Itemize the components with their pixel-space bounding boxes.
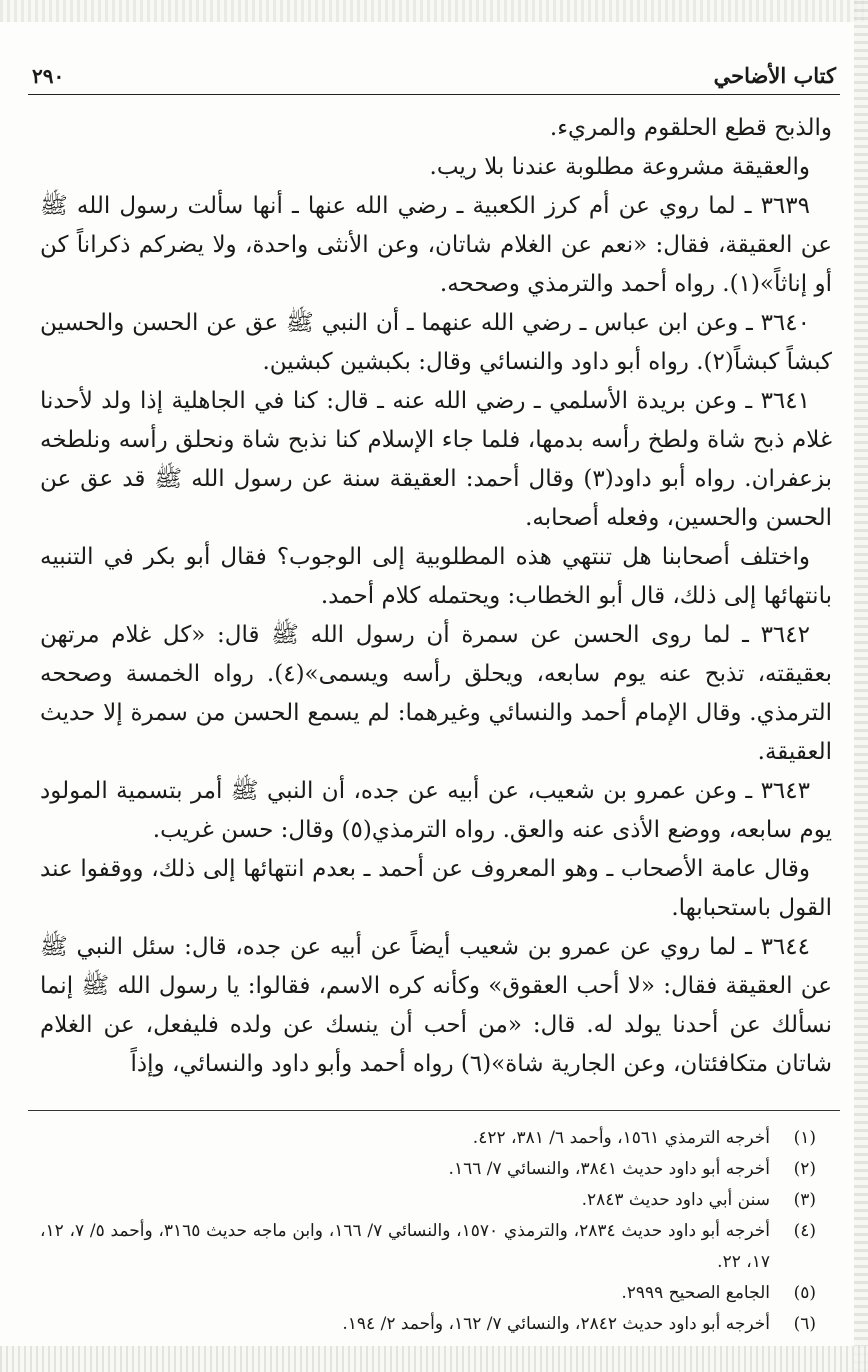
footnote [28, 1309, 840, 1340]
hadith-paragraph: ٣٦٤١ ـ وعن بريدة الأسلمي ـ رضي الله عنه ـ قال: كنا في الجاهلية إذا ولد لأحدنا غلام ذبح شاة ولطخ رأسه بدمها، فلما جاء الإسلام كنا نذبح شاة ونحلق رأسه ونلطخه بزعفران. رواه أبو داود(٣) وقال أحمد: العقيقة سنة عن رسول الله ﷺ قد عق عن الحسن والحسين، وفعله أصحابه. [40, 388, 832, 531]
footnote-text: الجامع الصحيح ٢٩٩٩. [621, 1283, 770, 1303]
footnote-number: (٢) [793, 1159, 816, 1179]
hadith-paragraph: ٣٦٤٠ ـ وعن ابن عباس ـ رضي الله عنهما ـ أن النبي ﷺ عق عن الحسن والحسين كبشاً كبشاً(٢). رواه أبو داود والنسائي وقال: بكبشين كبشين. [40, 310, 832, 375]
footnote [28, 1154, 840, 1185]
footnote-text: أخرجه أبو داود حديث ٣٨٤١، والنسائي ٧/ ١٦٦. [448, 1159, 770, 1179]
footnote-number: (١) [793, 1128, 816, 1148]
paragraph: والذبح قطع الحلقوم والمريء. [549, 115, 832, 141]
footnote-number: (٦) [793, 1314, 816, 1334]
footnote-text: أخرجه أبو داود حديث ٢٨٤٢، والنسائي ٧/ ١٦٢، وأحمد ٢/ ١٩٤. [342, 1314, 770, 1334]
footnotes-section [28, 1110, 840, 1340]
scan-edge-top [0, 0, 868, 22]
hadith-paragraph: ٣٦٣٩ ـ لما روي عن أم كرز الكعبية ـ رضي الله عنها ـ أنها سألت رسول الله ﷺ عن العقيقة، فقال: «نعم عن الغلام شاتان، وعن الأنثى واحدة، ولا يضركم ذكراناً كن أو إناثاً»(١). رواه أحمد والترمذي وصححه. [40, 193, 832, 297]
chapter-title: كتاب الأضاحي [713, 63, 836, 88]
hadith-paragraph: ٣٦٤٢ ـ لما روى الحسن عن سمرة أن رسول الله ﷺ قال: «كل غلام مرتهن بعقيقته، تذبح عنه يوم سابعه، ويحلق رأسه ويسمى»(٤). رواه الخمسة وصححه الترمذي. وقال الإمام أحمد والنسائي وغيرهما: لم يسمع الحسن من سمرة إلا حديث العقيقة. [40, 622, 832, 765]
footnote-text: أخرجه أبو داود حديث ٢٨٣٤، والترمذي ١٥٧٠، والنسائي ٧/ ١٦٦، وابن ماجه حديث ٣١٦٥، وأحمد ٥/ ٧، ١٢، ١٧، ٢٢. [40, 1221, 770, 1272]
scan-edge-bottom [0, 1346, 868, 1372]
book-page [28, 48, 840, 1338]
footnote-text: سنن أبي داود حديث ٢٨٤٣. [581, 1190, 770, 1210]
footnote-number: (٤) [793, 1221, 816, 1241]
page-number: ٢٩٠ [32, 64, 65, 88]
paragraph: وقال عامة الأصحاب ـ وهو المعروف عن أحمد ـ بعدم انتهائها إلى ذلك، ووقفوا عند القول باستحبابها. [40, 856, 832, 921]
footnote [28, 1278, 840, 1309]
hadith-paragraph: ٣٦٤٤ ـ لما روي عن عمرو بن شعيب أيضاً عن أبيه عن جده، قال: سئل النبي ﷺ عن العقيقة فقال: «لا أحب العقوق» وكأنه كره الاسم، فقالوا: يا رسول الله ﷺ إنما نسألك عن أحدنا يولد له. قال: «من أحب أن ينسك عن ولده فليفعل، عن الغلام شاتان متكافئتان، وعن الجارية شاة»(٦) رواه أحمد وأبو داود والنسائي، وإذاً [40, 934, 832, 1077]
paragraph: واختلف أصحابنا هل تنتهي هذه المطلوبية إلى الوجوب؟ فقال أبو بكر في التنبيه بانتهائها إلى ذلك، قال أبو الخطاب: ويحتمله كلام أحمد. [40, 544, 832, 609]
footnote-number: (٣) [793, 1190, 816, 1210]
footnote [28, 1123, 840, 1154]
footnote [28, 1185, 840, 1216]
scan-edge-right [854, 0, 868, 1372]
footnote [28, 1216, 840, 1278]
hadith-paragraph: ٣٦٤٣ ـ وعن عمرو بن شعيب، عن أبيه عن جده، أن النبي ﷺ أمر بتسمية المولود يوم سابعه، ووضع الأذى عنه والعق. رواه الترمذي(٥) وقال: حسن غريب. [40, 778, 832, 843]
paragraph: والعقيقة مشروعة مطلوبة عندنا بلا ريب. [429, 154, 810, 180]
footnote-text: أخرجه الترمذي ١٥٦١، وأحمد ٦/ ٣٨١، ٤٢٢. [472, 1128, 770, 1148]
running-header [28, 48, 840, 95]
footnote-number: (٥) [793, 1283, 816, 1303]
main-text [28, 109, 840, 1084]
